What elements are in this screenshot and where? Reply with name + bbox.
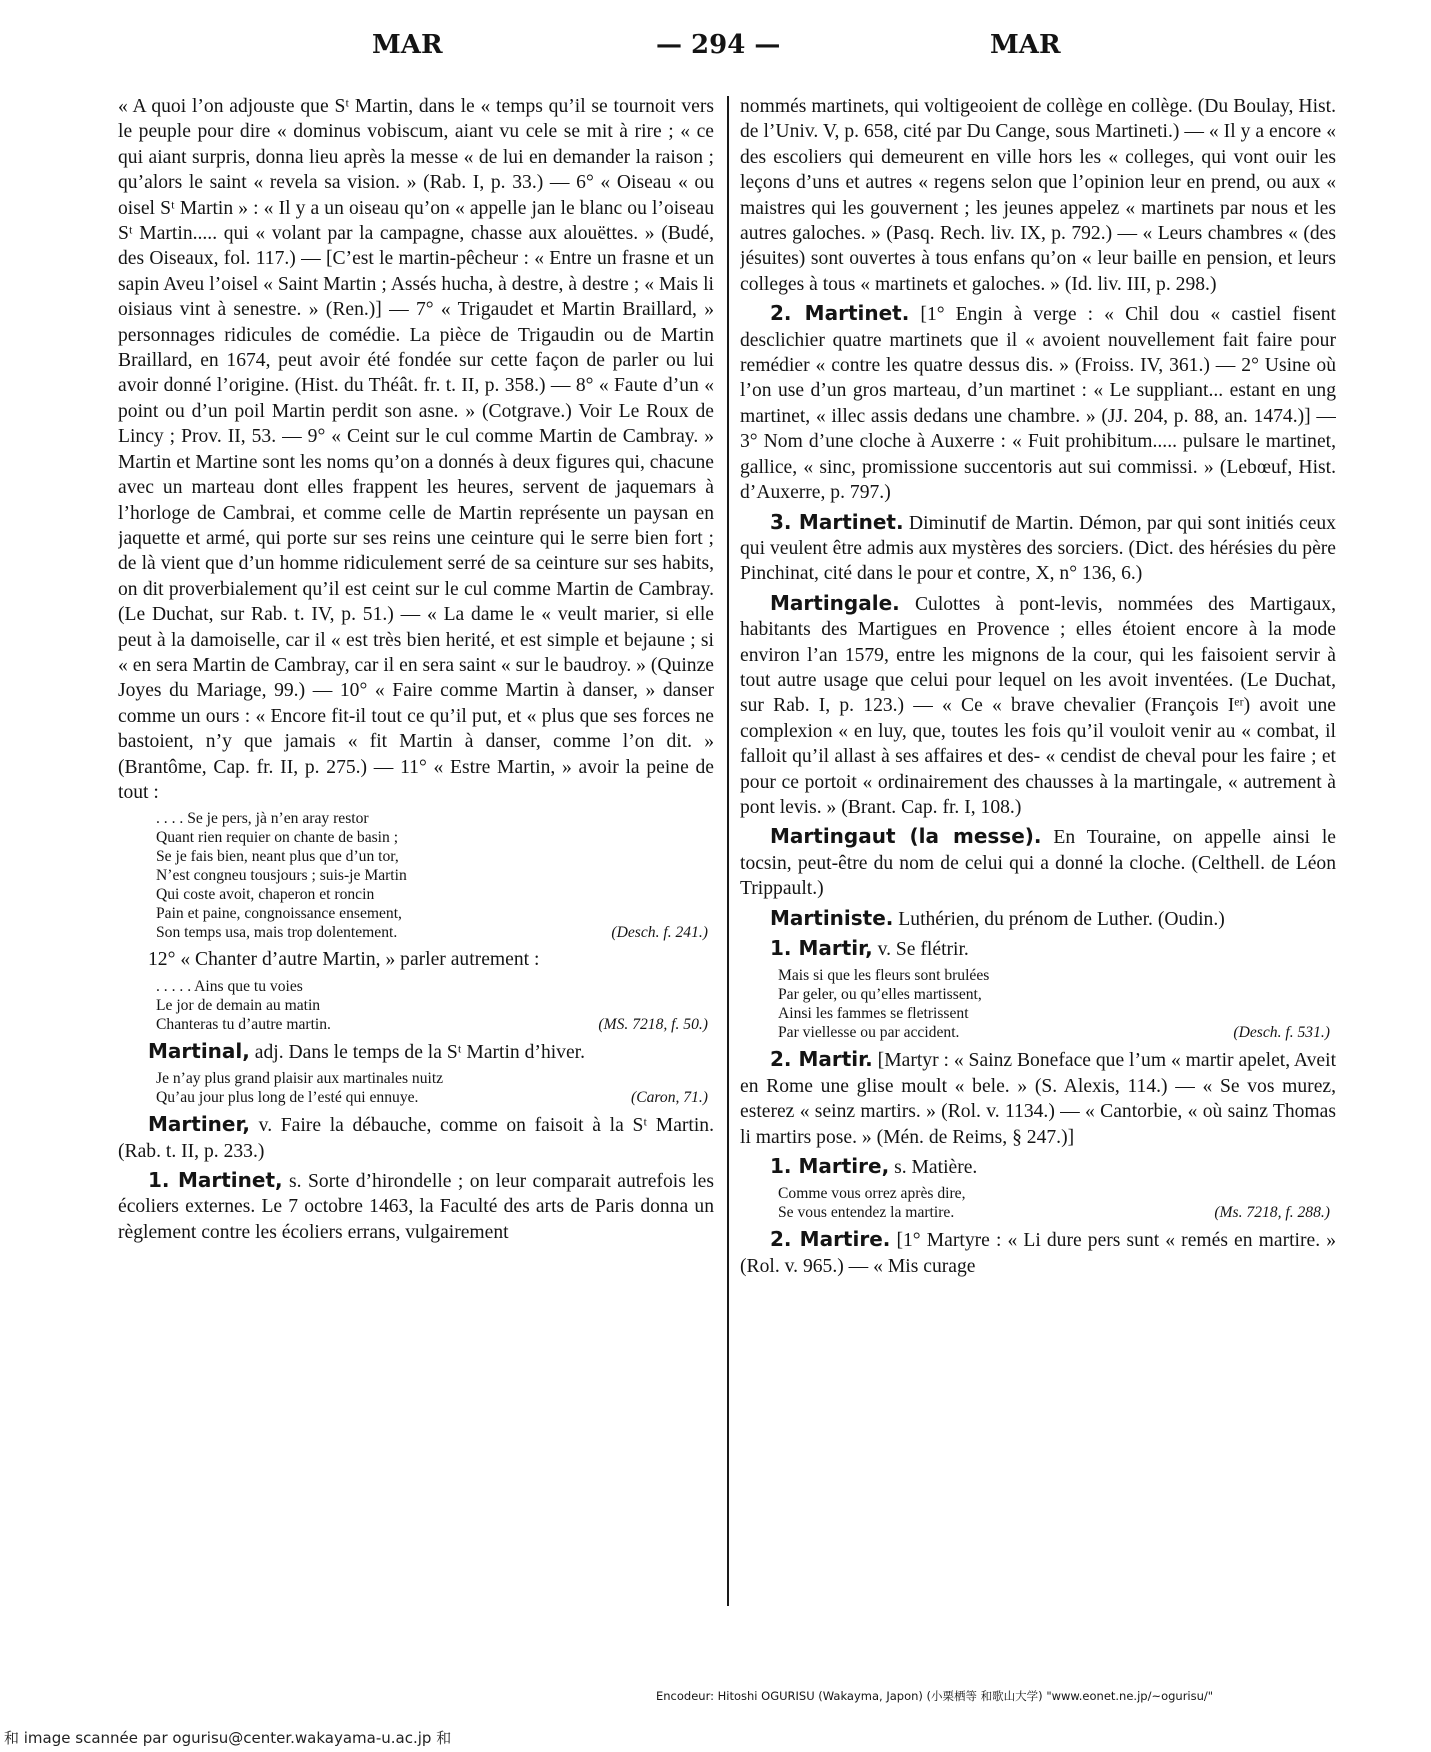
encoder-credit: Encodeur: Hitoshi OGURISU (Wakayma, Japon) (小栗栖等 和歌山大学) "www.eonet.ne.jp/~ogurisu/" [656,1689,1214,1703]
entry-text: [1° Martyre : « Li dure pers sunt « remés en martire. » (Rol. v. 965.) — « Mis curage [740,1230,1336,1277]
entry-text: s. Matière. [889,1157,978,1179]
headword: 2. Martinet. [770,301,910,326]
headword: 1. Martir, [770,936,873,960]
verse-quote [156,809,714,942]
headword: 1. Martire, [770,1154,890,1179]
verse-source: (Desch. f. 241.) [611,924,708,942]
entry-text: En Touraine, on appelle ainsi le tocsin, peut-être du nom de celui qui a donné la cloche. (Celthell. de Léon Trippault.) [740,827,1336,900]
header-right: MAR [990,30,1061,60]
verse-source: (Caron, 71.) [631,1089,708,1107]
dictionary-entry [740,936,1336,962]
dictionary-entry [740,1047,1336,1150]
page-number: — 294 — [656,30,781,60]
header-left: MAR [372,30,443,60]
entry-text: nommés martinets, qui voltigeoient de collège en collège. (Du Boulay, Hist. de l’Univ. V, p. 658, cité par Du Cange, sous Martineti.) — « Il y a encore « des escoliers qui demeurent en ville hors les « colleges, qui vont ouir les leçons d’uns et autres « regens selon que l’opinion leur en prend, ou aux « maistres qui les gouvernent ; les jeunes appelez « martinets par nous et les autres galoches. » (Pasq. Rech. liv. IX, p. 792.) — « Leurs chambres « (des jésuites) sont ouvertes à tous enfans qu’on « leur baille en pension, et leurs colleges à tous « martinets et galoches. » (Id. liv. III, p. 298.) [740,96,1336,295]
entry-text: Diminutif de Martin. Démon, par qui sont initiés ceux qui veulent être admis aux mystères des sorciers. (Dict. des hérésies du père Pinchinat, cité dans le pour et contre, X, n° 136, 6.) [740,512,1336,585]
left-column [118,94,714,1614]
headword: 2. Martire. [770,1227,891,1252]
dictionary-entry [740,824,1336,901]
dictionary-entry [740,1227,1336,1279]
entry-continuation [740,94,1336,297]
headword: Martiner, [148,1112,251,1137]
entry-text: [Martyr : « Sainz Boneface que l’um « martir apelet, Aveit en Rome une glise moult « bele. » (S. Alexis, 114.) — « Se vos murez, esterez « seinz martirs. » (Rol. v. 1134.) — « Cantorbie, « où sainz Thomas li martirs pose. » (Mén. de Reims, § 247.)] [740,1050,1336,1148]
verse-quote [156,1069,714,1107]
verse-line: Par geler, ou qu’elles martissent, [778,986,982,1004]
headword: 2. Martir. [770,1047,873,1072]
scan-credit: 和 image scannée par ogurisu@center.wakayama-u.ac.jp 和 [4,1729,452,1747]
dictionary-entry [740,591,1336,821]
verse-line: Je n’ay plus grand plaisir aux martinales nuitz [156,1070,444,1088]
entry-text: [1° Engin à verge : « Chil dou « castiel fisent desclichier quatre martinets que il « avoient nouvellement fait faire pour remédier « contre les quatre dessus dis. » (Froiss. IV, 361.) — 2° Usine où l’on use d’un gros marteau, d’un martinet : « Le suppliant... estant en ung martinet, « illec assis dedans une chambre. » (JJ. 204, p. 88, an. 1474.)] — 3° Nom d’une cloche à Auxerre : « Fuit prohibitum..... pulsare le martinet, gallice, « sinc, promissione succentoris aut sui commissi. » (Lebœuf, Hist. d’Auxerre, p. 797.) [740,304,1336,504]
headword: Martingaut (la messe). [770,824,1042,849]
headword: 1. Martinet, [148,1168,283,1192]
verse-line: . . . . Se je pers, jà n’en aray restor [156,810,369,828]
entry-text: 12° « Chanter d’autre Martin, » parler autrement : [148,949,540,971]
verse-line: Par viellesse ou par accident. [778,1024,960,1042]
verse-line: . . . . . Ains que tu voies [156,977,303,995]
verse-line: Mais si que les fleurs sont brulées [778,967,990,985]
verse-line: N’est congneu tousjours ; suis-je Martin [156,867,407,885]
dictionary-entry [740,510,1336,587]
dictionary-entry [118,1168,714,1245]
verse-line: Se je fais bien, neant plus que d’un tor, [156,848,399,866]
headword: Martinal, [148,1038,250,1063]
headword: Martiniste. [770,905,894,930]
entry-text: « A quoi l’on adjouste que Sᵗ Martin, dans le « temps qu’il se tournoit vers le peuple pour dire « dominus vobiscum, aiant vu cele se mit à rire ; « ce qui aiant surpris, donna lieu après la messe « de lui en demander la raison ; qu’alors le saint « revela sa vision. » (Rab. I, p. 33.) — 6° « Oiseau « ou oisel Sᵗ Martin » : « Il y a un oiseau qu’on « appelle jan le blanc ou l’oiseau Sᵗ Martin..... qui « volant par la campagne, chasse aux alouëttes. » (Budé, des Oiseaux, fol. 117.) — [C’est le martin-pêcheur : « Entre un frasne et un sapin Aveu l’oisel « Saint Martin ; Assés hucha, à destre, à destre ; « Mais li oisiaus vint à senestre. » (Ren.)] — 7° « Trigaudet et Martin Braillard, » personnages ridicules de comédie. La pièce de Trigaudin ou de Martin Braillard, en 1674, peut avoir été fondée sur cette façon de parler ou lui avoir donné l’origine. (Hist. du Théât. fr. t. II, p. 358.) — 8° « Faute d’un « point ou d’un poil Martin perdit son asne. » (Cotgrave.) Voir Le Roux de Lincy ; Prov. II, 53. — 9° « Ceint sur le cul comme Martin de Cambray. » Martin et Martine sont les noms qu’on a donnés à deux figures qui, chacune avec un marteau dont elles frappent les heures, servent de jaquemars à l’horloge de Cambrai, et comme celle de Martin représente un paysan en jaquette et armé, qui porte sur ses reins une ceinture qui le serre bien fort ; de là vient que d’un homme ridiculement serré de sa ceinture sur ses habits, on dit proverbialement qu’il est ceint sur le cul comme Martin de Cambray. (Le Duchat, sur Rab. t. IV, p. 51.) — « La dame le « veult marier, si elle peut à la damoiselle, car il « est très bien herité, et est simple et bejaune ; si « en sera Martin de Cambray, car il en sera saint « sur le baudroy. » (Quinze Joyes du Mariage, 99.) — 10° « Faire comme Martin à danser, » danser comme un ours : « Encore fit-il tout ce qu’il put, et « plus que ses forces ne bastoient, n’y que jamais « fit Martin à danser, comme l’on dit. » (Brantôme, Cap. fr. II, p. 275.) — 11° « Estre Martin, » avoir la peine de tout : [118,96,714,803]
verse-line: Pain et paine, congnoissance ensement, [156,905,402,923]
dictionary-entry [118,1112,714,1164]
dictionary-entry [740,301,1336,505]
verse-source: (Desch. f. 531.) [1233,1024,1330,1042]
right-column [740,94,1336,1614]
entry-text: v. Faire la débauche, comme on faisoit à la Sᵗ Martin. (Rab. t. II, p. 233.) [118,1115,714,1162]
verse-line: Se vous entendez la martire. [778,1204,955,1222]
dictionary-entry [118,1039,714,1065]
verse-line: Le jor de demain au matin [156,996,321,1014]
verse-line: Chanteras tu d’autre martin. [156,1015,331,1033]
verse-source: (MS. 7218, f. 50.) [598,1015,708,1033]
verse-source: (Ms. 7218, f. 288.) [1214,1204,1330,1222]
entry-continuation [118,94,714,805]
entry-text: s. Sorte d’hirondelle ; on leur comparait autrefois les écoliers externes. Le 7 octobre 1463, la Faculté des arts de Paris donna un règlement contre les écoliers errans, vulgairement [118,1171,714,1243]
verse-line: Ainsi les fammes se fletrissent [778,1005,969,1023]
verse-line: Quant rien requier on chante de basin ; [156,829,399,847]
verse-quote [778,1184,1336,1222]
column-divider [727,96,729,1606]
verse-line: Qu’au jour plus long de l’esté qui ennuye. [156,1089,419,1107]
verse-line: Son temps usa, mais trop dolentement. [156,924,398,942]
verse-quote [778,966,1336,1042]
running-head [0,30,1431,70]
headword: Martingale. [770,590,900,615]
verse-quote [156,977,714,1034]
headword: 3. Martinet. [770,509,904,534]
dictionary-entry [740,1154,1336,1180]
entry-text: Culottes à pont-levis, nommées des Martigaux, habitants des Martigues en Provence ; elles étoient encore à la mode environ l’an 1579, entre les mignons de la cour, qui les faisoient servir à tout autre usage que celui pour lequel on les avoit inventées. (Le Duchat, sur Rab. I, p. 123.) — « Ce « brave chevalier (François Iᵉʳ) avoit une complexion « en luy, que, toutes les fois qu’il vouloit venir au « combat, il falloit qu’il allast à ses affaires et des- « cendist de cheval pour les faire ; et pour ce portoit « ordinairement des chausses à la martingale, « autrement à pont levis. » (Brant. Cap. fr. I, 108.) [740,593,1336,818]
dictionary-entry [118,947,714,972]
verse-line: Comme vous orrez après dire, [778,1185,966,1203]
entry-text: adj. Dans le temps de la Sᵗ Martin d’hiver. [249,1041,586,1063]
entry-text: v. Se flétrir. [872,939,969,960]
dictionary-entry [740,906,1336,932]
entry-text: Luthérien, du prénom de Luther. (Oudin.) [893,908,1225,930]
verse-line: Qui coste avoit, chaperon et roncin [156,886,375,904]
